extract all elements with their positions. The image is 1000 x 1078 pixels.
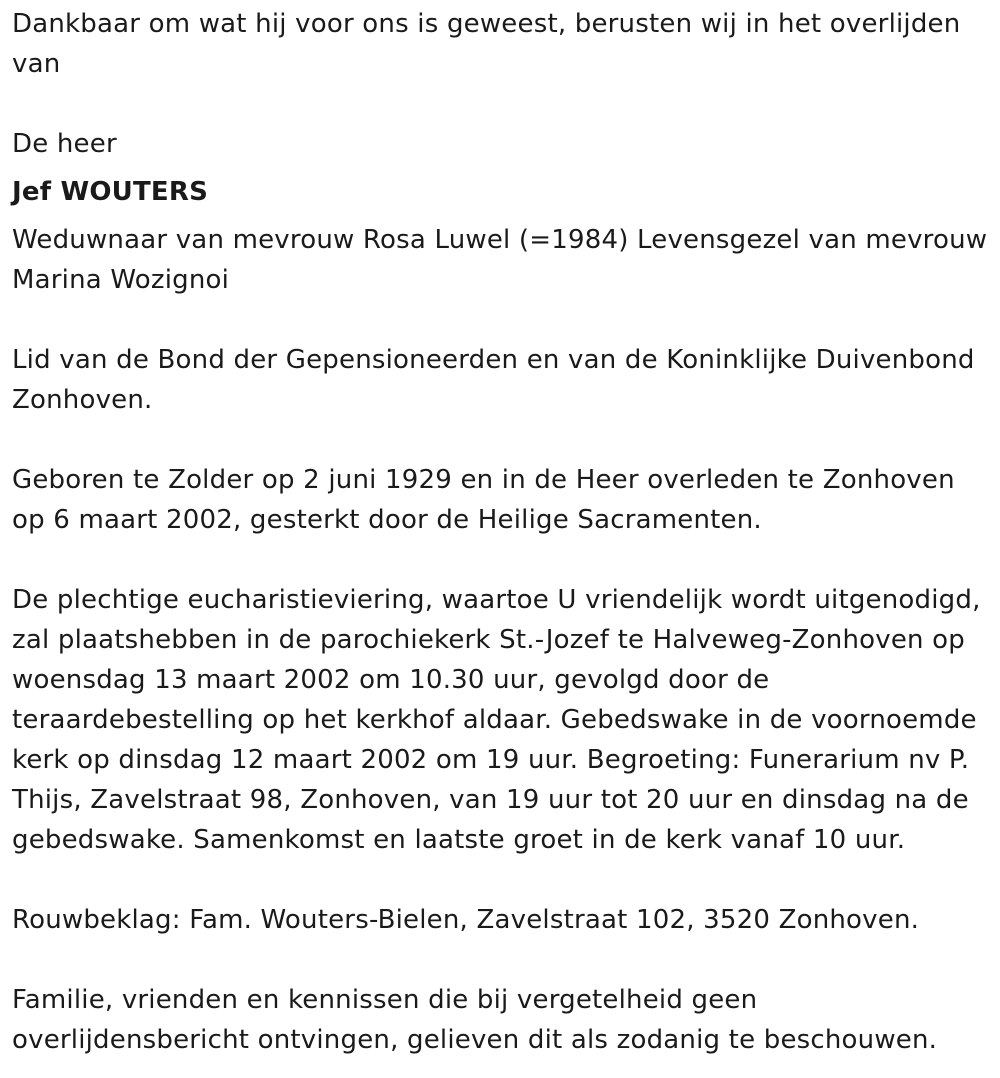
relations-paragraph: Weduwnaar van mevrouw Rosa Luwel (=1984) Levensgezel van mevrouw Marina Wozignoi (12, 225, 988, 295)
condolences-paragraph: Rouwbeklag: Fam. Wouters-Bielen, Zavelstraat 102, 3520 Zonhoven. (12, 905, 920, 935)
birth-death-paragraph: Geboren te Zolder op 2 juni 1929 en in de Heer overleden te Zonhoven op 6 maart 2002, gesterkt door de Heilige Sacramenten. (12, 465, 955, 535)
memberships-paragraph: Lid van de Bond der Gepensioneerden en van de Koninklijke Duivenbond Zonhoven. (12, 345, 975, 415)
salutation: De heer (12, 129, 117, 159)
deceased-name: Jef WOUTERS (12, 177, 209, 207)
closing-paragraph: Familie, vrienden en kennissen die bij vergetelheid geen overlijdensbericht ontvingen, gelieven dit als zodanig te beschouwen. (12, 985, 938, 1055)
intro-paragraph: Dankbaar om wat hij voor ons is geweest, berusten wij in het overlijden van (12, 9, 961, 79)
service-paragraph: De plechtige eucharistieviering, waartoe U vriendelijk wordt uitgenodigd, zal plaatshebben in de parochiekerk St.-Jozef te Halveweg-Zonhoven op woensdag 13 maart 2002 om 10.30 uur, gevolgd door de teraardebestelling op het kerkhof aldaar. Gebedswake in de voornoemde kerk op dinsdag 12 maart 2002 om 19 uur. Begroeting: Funerarium nv P. Thijs, Zavelstraat 98, Zonhoven, van 19 uur tot 20 uur en dinsdag na de gebedswake. Samenkomst en laatste groet in de kerk vanaf 10 uur. (12, 585, 981, 855)
